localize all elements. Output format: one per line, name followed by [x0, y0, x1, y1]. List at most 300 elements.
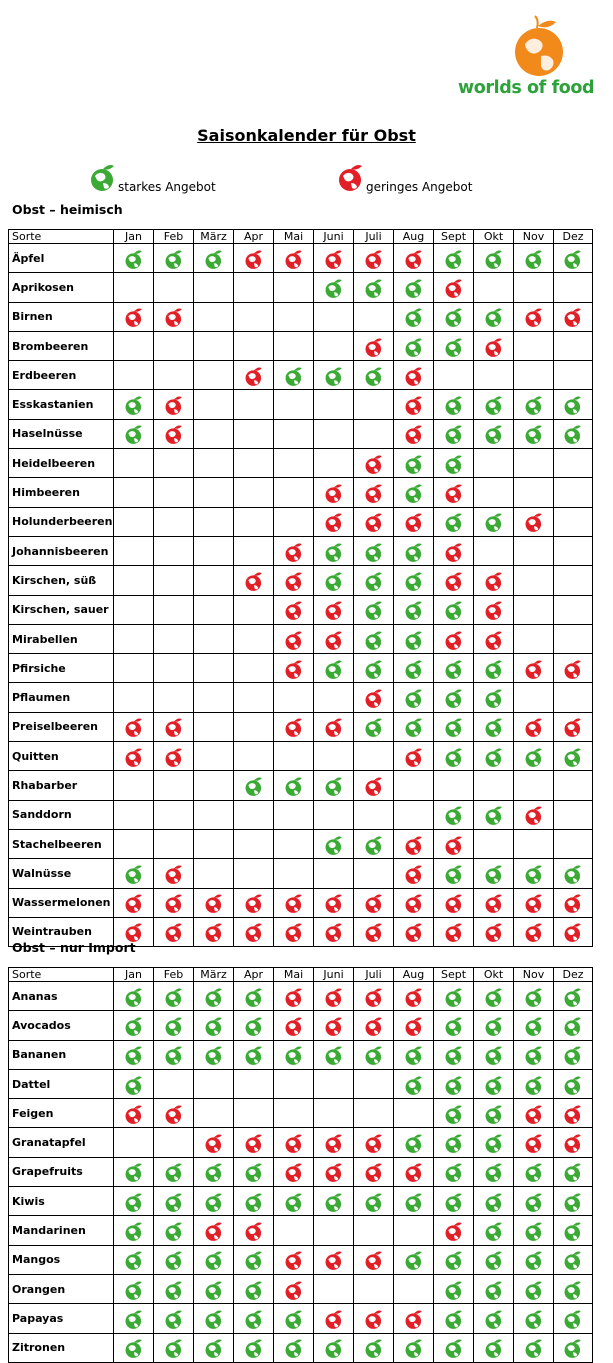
month-cell	[234, 982, 274, 1011]
month-cell	[314, 624, 354, 653]
month-cell	[114, 273, 154, 302]
month-cell	[314, 566, 354, 595]
column-header-month: Dez	[554, 968, 593, 982]
fruit-name: Granatapfel	[9, 1128, 114, 1157]
green-apple-globe-icon	[203, 985, 225, 1009]
fruit-name: Esskastanien	[9, 390, 114, 419]
month-cell	[474, 331, 514, 360]
orange-globe-logo-icon	[511, 14, 567, 78]
month-cell	[474, 742, 514, 771]
month-cell	[314, 654, 354, 683]
month-cell	[354, 361, 394, 390]
green-apple-globe-icon	[483, 657, 505, 681]
red-apple-globe-icon	[203, 1219, 225, 1243]
column-header-month: Okt	[474, 968, 514, 982]
month-cell	[194, 829, 234, 858]
column-header-month: Mai	[274, 230, 314, 244]
green-apple-globe-icon	[523, 422, 545, 446]
red-apple-globe-icon	[323, 510, 345, 534]
month-cell	[354, 273, 394, 302]
fruit-name: Mirabellen	[9, 624, 114, 653]
month-cell	[354, 982, 394, 1011]
green-apple-globe-icon	[443, 715, 465, 739]
red-apple-globe-icon	[363, 1160, 385, 1184]
green-apple-globe-icon	[483, 1102, 505, 1126]
month-cell	[234, 536, 274, 565]
red-apple-globe-icon	[523, 803, 545, 827]
red-apple-globe-icon	[163, 1102, 185, 1126]
month-cell	[394, 566, 434, 595]
month-cell	[154, 1274, 194, 1303]
month-cell	[194, 1069, 234, 1098]
month-cell	[154, 419, 194, 448]
month-cell	[354, 419, 394, 448]
green-apple-globe-icon	[483, 510, 505, 534]
fruit-name: Orangen	[9, 1274, 114, 1303]
month-cell	[474, 624, 514, 653]
month-cell	[114, 712, 154, 741]
month-cell	[394, 771, 434, 800]
month-cell	[314, 302, 354, 331]
month-cell	[274, 800, 314, 829]
green-apple-globe-icon	[483, 1219, 505, 1243]
month-cell	[194, 302, 234, 331]
month-cell	[474, 449, 514, 478]
month-cell	[434, 712, 474, 741]
green-apple-globe-icon	[243, 1336, 265, 1360]
red-apple-globe-icon	[403, 393, 425, 417]
month-cell	[474, 507, 514, 536]
green-apple-globe-icon	[483, 422, 505, 446]
green-apple-globe-icon	[483, 1131, 505, 1155]
month-cell	[554, 1157, 593, 1186]
month-cell	[274, 1099, 314, 1128]
month-cell	[234, 331, 274, 360]
green-apple-globe-icon	[562, 247, 584, 271]
month-cell	[434, 859, 474, 888]
month-cell	[434, 478, 474, 507]
red-apple-globe-icon	[403, 1014, 425, 1038]
month-cell	[354, 536, 394, 565]
red-apple-globe-icon	[283, 1160, 305, 1184]
month-cell	[434, 1099, 474, 1128]
month-cell	[314, 829, 354, 858]
fruit-name: Preiselbeeren	[9, 712, 114, 741]
month-cell	[234, 624, 274, 653]
column-header-month: Apr	[234, 230, 274, 244]
green-apple-globe-icon	[403, 452, 425, 476]
green-apple-globe-icon	[403, 1073, 425, 1097]
table-row	[9, 1157, 593, 1186]
green-apple-globe-icon	[403, 598, 425, 622]
red-apple-globe-icon	[163, 422, 185, 446]
month-cell	[114, 683, 154, 712]
month-cell	[114, 1245, 154, 1274]
month-cell	[314, 1157, 354, 1186]
fruit-name: Sanddorn	[9, 800, 114, 829]
month-cell	[314, 595, 354, 624]
column-header-month: März	[194, 968, 234, 982]
month-cell	[274, 302, 314, 331]
green-apple-globe-icon	[163, 1160, 185, 1184]
month-cell	[554, 302, 593, 331]
month-cell	[234, 361, 274, 390]
month-cell	[314, 1011, 354, 1040]
table-row	[9, 419, 593, 448]
month-cell	[154, 331, 194, 360]
month-cell	[274, 566, 314, 595]
green-apple-globe-icon	[363, 598, 385, 622]
month-cell	[554, 683, 593, 712]
green-apple-globe-icon	[363, 364, 385, 388]
green-apple-globe-icon	[562, 1160, 584, 1184]
table-row	[9, 1099, 593, 1128]
red-apple-globe-icon	[243, 247, 265, 271]
green-apple-globe-icon	[323, 540, 345, 564]
month-cell	[354, 800, 394, 829]
green-apple-globe-icon	[203, 1014, 225, 1038]
green-apple-globe-icon	[562, 1043, 584, 1067]
month-cell	[154, 917, 194, 946]
month-cell	[114, 982, 154, 1011]
page-title: Saisonkalender für Obst	[197, 126, 416, 145]
table-row	[9, 478, 593, 507]
month-cell	[434, 331, 474, 360]
month-cell	[274, 712, 314, 741]
green-apple-globe-icon	[123, 1336, 145, 1360]
red-apple-globe-icon	[336, 160, 366, 194]
green-apple-globe-icon	[123, 1043, 145, 1067]
month-cell	[154, 712, 194, 741]
red-apple-globe-icon	[562, 891, 584, 915]
month-cell	[394, 742, 434, 771]
green-apple-globe-icon	[403, 1131, 425, 1155]
month-cell	[234, 390, 274, 419]
month-cell	[274, 595, 314, 624]
month-cell	[154, 624, 194, 653]
month-cell	[154, 244, 194, 273]
month-cell	[154, 478, 194, 507]
green-apple-globe-icon	[443, 862, 465, 886]
month-cell	[514, 683, 554, 712]
month-cell	[474, 800, 514, 829]
red-apple-globe-icon	[323, 715, 345, 739]
red-apple-globe-icon	[523, 1131, 545, 1155]
table-row	[9, 1040, 593, 1069]
green-apple-globe-icon	[203, 1278, 225, 1302]
red-apple-globe-icon	[283, 715, 305, 739]
month-cell	[434, 888, 474, 917]
month-cell	[234, 742, 274, 771]
month-cell	[354, 859, 394, 888]
table-row	[9, 273, 593, 302]
green-apple-globe-icon	[363, 276, 385, 300]
month-cell	[194, 742, 234, 771]
month-cell	[554, 829, 593, 858]
month-cell	[194, 273, 234, 302]
month-cell	[194, 859, 234, 888]
month-cell	[514, 1157, 554, 1186]
month-cell	[194, 1011, 234, 1040]
green-apple-globe-icon	[403, 540, 425, 564]
month-cell	[434, 273, 474, 302]
month-cell	[354, 1157, 394, 1186]
green-apple-globe-icon	[483, 745, 505, 769]
month-cell	[354, 1099, 394, 1128]
column-header-sorte: Sorte	[9, 230, 114, 244]
green-apple-globe-icon	[243, 1014, 265, 1038]
red-apple-globe-icon	[363, 1307, 385, 1331]
green-apple-globe-icon	[163, 1190, 185, 1214]
month-cell	[554, 1099, 593, 1128]
green-apple-globe-icon	[483, 1014, 505, 1038]
month-cell	[154, 829, 194, 858]
month-cell	[194, 536, 234, 565]
month-cell	[434, 449, 474, 478]
month-cell	[154, 771, 194, 800]
month-cell	[274, 536, 314, 565]
month-cell	[474, 1040, 514, 1069]
month-cell	[114, 624, 154, 653]
green-apple-globe-icon	[562, 745, 584, 769]
green-apple-globe-icon	[363, 540, 385, 564]
red-apple-globe-icon	[163, 745, 185, 769]
month-cell	[274, 507, 314, 536]
red-apple-globe-icon	[323, 628, 345, 652]
month-cell	[434, 800, 474, 829]
green-apple-globe-icon	[562, 1307, 584, 1331]
green-apple-globe-icon	[323, 774, 345, 798]
month-cell	[394, 361, 434, 390]
red-apple-globe-icon	[403, 364, 425, 388]
red-apple-globe-icon	[243, 920, 265, 944]
month-cell	[194, 1157, 234, 1186]
month-cell	[394, 654, 434, 683]
month-cell	[154, 361, 194, 390]
green-apple-globe-icon	[443, 393, 465, 417]
month-cell	[354, 507, 394, 536]
green-apple-globe-icon	[483, 715, 505, 739]
month-cell	[314, 331, 354, 360]
month-cell	[554, 536, 593, 565]
month-cell	[314, 507, 354, 536]
green-apple-globe-icon	[403, 305, 425, 329]
table-row	[9, 1187, 593, 1216]
month-cell	[394, 683, 434, 712]
red-apple-globe-icon	[562, 715, 584, 739]
red-apple-globe-icon	[363, 1014, 385, 1038]
month-cell	[274, 1157, 314, 1186]
green-apple-globe-icon	[483, 803, 505, 827]
column-header-month: Sept	[434, 968, 474, 982]
green-apple-globe-icon	[483, 1160, 505, 1184]
month-cell	[234, 273, 274, 302]
red-apple-globe-icon	[283, 540, 305, 564]
month-cell	[274, 654, 314, 683]
month-cell	[154, 800, 194, 829]
red-apple-globe-icon	[323, 985, 345, 1009]
month-cell	[474, 1216, 514, 1245]
month-cell	[274, 1128, 314, 1157]
month-cell	[354, 683, 394, 712]
month-cell	[314, 712, 354, 741]
month-cell	[154, 1216, 194, 1245]
red-apple-globe-icon	[283, 985, 305, 1009]
month-cell	[474, 566, 514, 595]
fruit-name: Holunderbeeren	[9, 507, 114, 536]
month-cell	[274, 1011, 314, 1040]
red-apple-globe-icon	[403, 1160, 425, 1184]
month-cell	[114, 888, 154, 917]
green-apple-globe-icon	[123, 1014, 145, 1038]
month-cell	[274, 859, 314, 888]
green-apple-globe-icon	[323, 364, 345, 388]
red-apple-globe-icon	[283, 628, 305, 652]
month-cell	[154, 566, 194, 595]
month-cell	[514, 361, 554, 390]
red-apple-globe-icon	[523, 715, 545, 739]
red-apple-globe-icon	[363, 452, 385, 476]
month-cell	[554, 917, 593, 946]
red-apple-globe-icon	[363, 1131, 385, 1155]
green-apple-globe-icon	[163, 1307, 185, 1331]
red-apple-globe-icon	[363, 920, 385, 944]
month-cell	[314, 742, 354, 771]
month-cell	[474, 1245, 514, 1274]
green-apple-globe-icon	[403, 335, 425, 359]
month-cell	[234, 419, 274, 448]
green-apple-globe-icon	[562, 862, 584, 886]
month-cell	[394, 1069, 434, 1098]
green-apple-globe-icon	[523, 1278, 545, 1302]
red-apple-globe-icon	[243, 364, 265, 388]
month-cell	[234, 1187, 274, 1216]
month-cell	[234, 1245, 274, 1274]
month-cell	[314, 1216, 354, 1245]
month-cell	[114, 449, 154, 478]
month-cell	[514, 302, 554, 331]
green-apple-globe-icon	[403, 481, 425, 505]
month-cell	[114, 390, 154, 419]
month-cell	[234, 859, 274, 888]
green-apple-globe-icon	[562, 393, 584, 417]
month-cell	[514, 273, 554, 302]
month-cell	[114, 419, 154, 448]
fruit-name: Bananen	[9, 1040, 114, 1069]
month-cell	[314, 771, 354, 800]
month-cell	[234, 654, 274, 683]
green-apple-globe-icon	[203, 1043, 225, 1067]
green-apple-globe-icon	[323, 569, 345, 593]
month-cell	[434, 1245, 474, 1274]
red-apple-globe-icon	[363, 481, 385, 505]
header-row	[9, 230, 593, 244]
green-apple-globe-icon	[523, 985, 545, 1009]
green-apple-globe-icon	[203, 1248, 225, 1272]
month-cell	[354, 888, 394, 917]
green-apple-globe-icon	[443, 305, 465, 329]
red-apple-globe-icon	[443, 891, 465, 915]
month-cell	[394, 449, 434, 478]
month-cell	[314, 1187, 354, 1216]
month-cell	[234, 683, 274, 712]
month-cell	[434, 302, 474, 331]
green-apple-globe-icon	[283, 1307, 305, 1331]
month-cell	[314, 917, 354, 946]
green-apple-globe-icon	[123, 985, 145, 1009]
month-cell	[434, 917, 474, 946]
green-apple-globe-icon	[123, 1219, 145, 1243]
month-cell	[554, 712, 593, 741]
month-cell	[554, 449, 593, 478]
table-row	[9, 595, 593, 624]
red-apple-globe-icon	[283, 1131, 305, 1155]
month-cell	[554, 273, 593, 302]
column-header-month: März	[194, 230, 234, 244]
month-cell	[314, 1040, 354, 1069]
table-row	[9, 1274, 593, 1303]
month-cell	[274, 419, 314, 448]
month-cell	[354, 1274, 394, 1303]
green-apple-globe-icon	[523, 1336, 545, 1360]
month-cell	[394, 1304, 434, 1333]
red-apple-globe-icon	[323, 481, 345, 505]
month-cell	[274, 771, 314, 800]
month-cell	[554, 595, 593, 624]
month-cell	[474, 1011, 514, 1040]
month-cell	[194, 683, 234, 712]
red-apple-globe-icon	[283, 569, 305, 593]
green-apple-globe-icon	[562, 422, 584, 446]
green-apple-globe-icon	[443, 686, 465, 710]
green-apple-globe-icon	[323, 1190, 345, 1214]
month-cell	[474, 1157, 514, 1186]
month-cell	[314, 244, 354, 273]
fruit-name: Wassermelonen	[9, 888, 114, 917]
green-apple-globe-icon	[443, 657, 465, 681]
month-cell	[154, 449, 194, 478]
season-table-heimisch	[8, 229, 593, 947]
month-cell	[394, 859, 434, 888]
month-cell	[154, 1011, 194, 1040]
month-cell	[194, 712, 234, 741]
red-apple-globe-icon	[363, 1248, 385, 1272]
month-cell	[394, 712, 434, 741]
green-apple-globe-icon	[562, 985, 584, 1009]
month-cell	[354, 917, 394, 946]
red-apple-globe-icon	[163, 715, 185, 739]
red-apple-globe-icon	[243, 569, 265, 593]
month-cell	[514, 536, 554, 565]
month-cell	[554, 771, 593, 800]
table-row	[9, 800, 593, 829]
month-cell	[234, 712, 274, 741]
red-apple-globe-icon	[163, 305, 185, 329]
month-cell	[394, 1157, 434, 1186]
month-cell	[114, 331, 154, 360]
month-cell	[274, 829, 314, 858]
month-cell	[514, 478, 554, 507]
month-cell	[194, 331, 234, 360]
month-cell	[394, 888, 434, 917]
month-cell	[314, 1245, 354, 1274]
fruit-name: Kirschen, sauer	[9, 595, 114, 624]
month-cell	[274, 742, 314, 771]
month-cell	[354, 1011, 394, 1040]
month-cell	[154, 536, 194, 565]
month-cell	[554, 1040, 593, 1069]
fruit-name: Rhabarber	[9, 771, 114, 800]
